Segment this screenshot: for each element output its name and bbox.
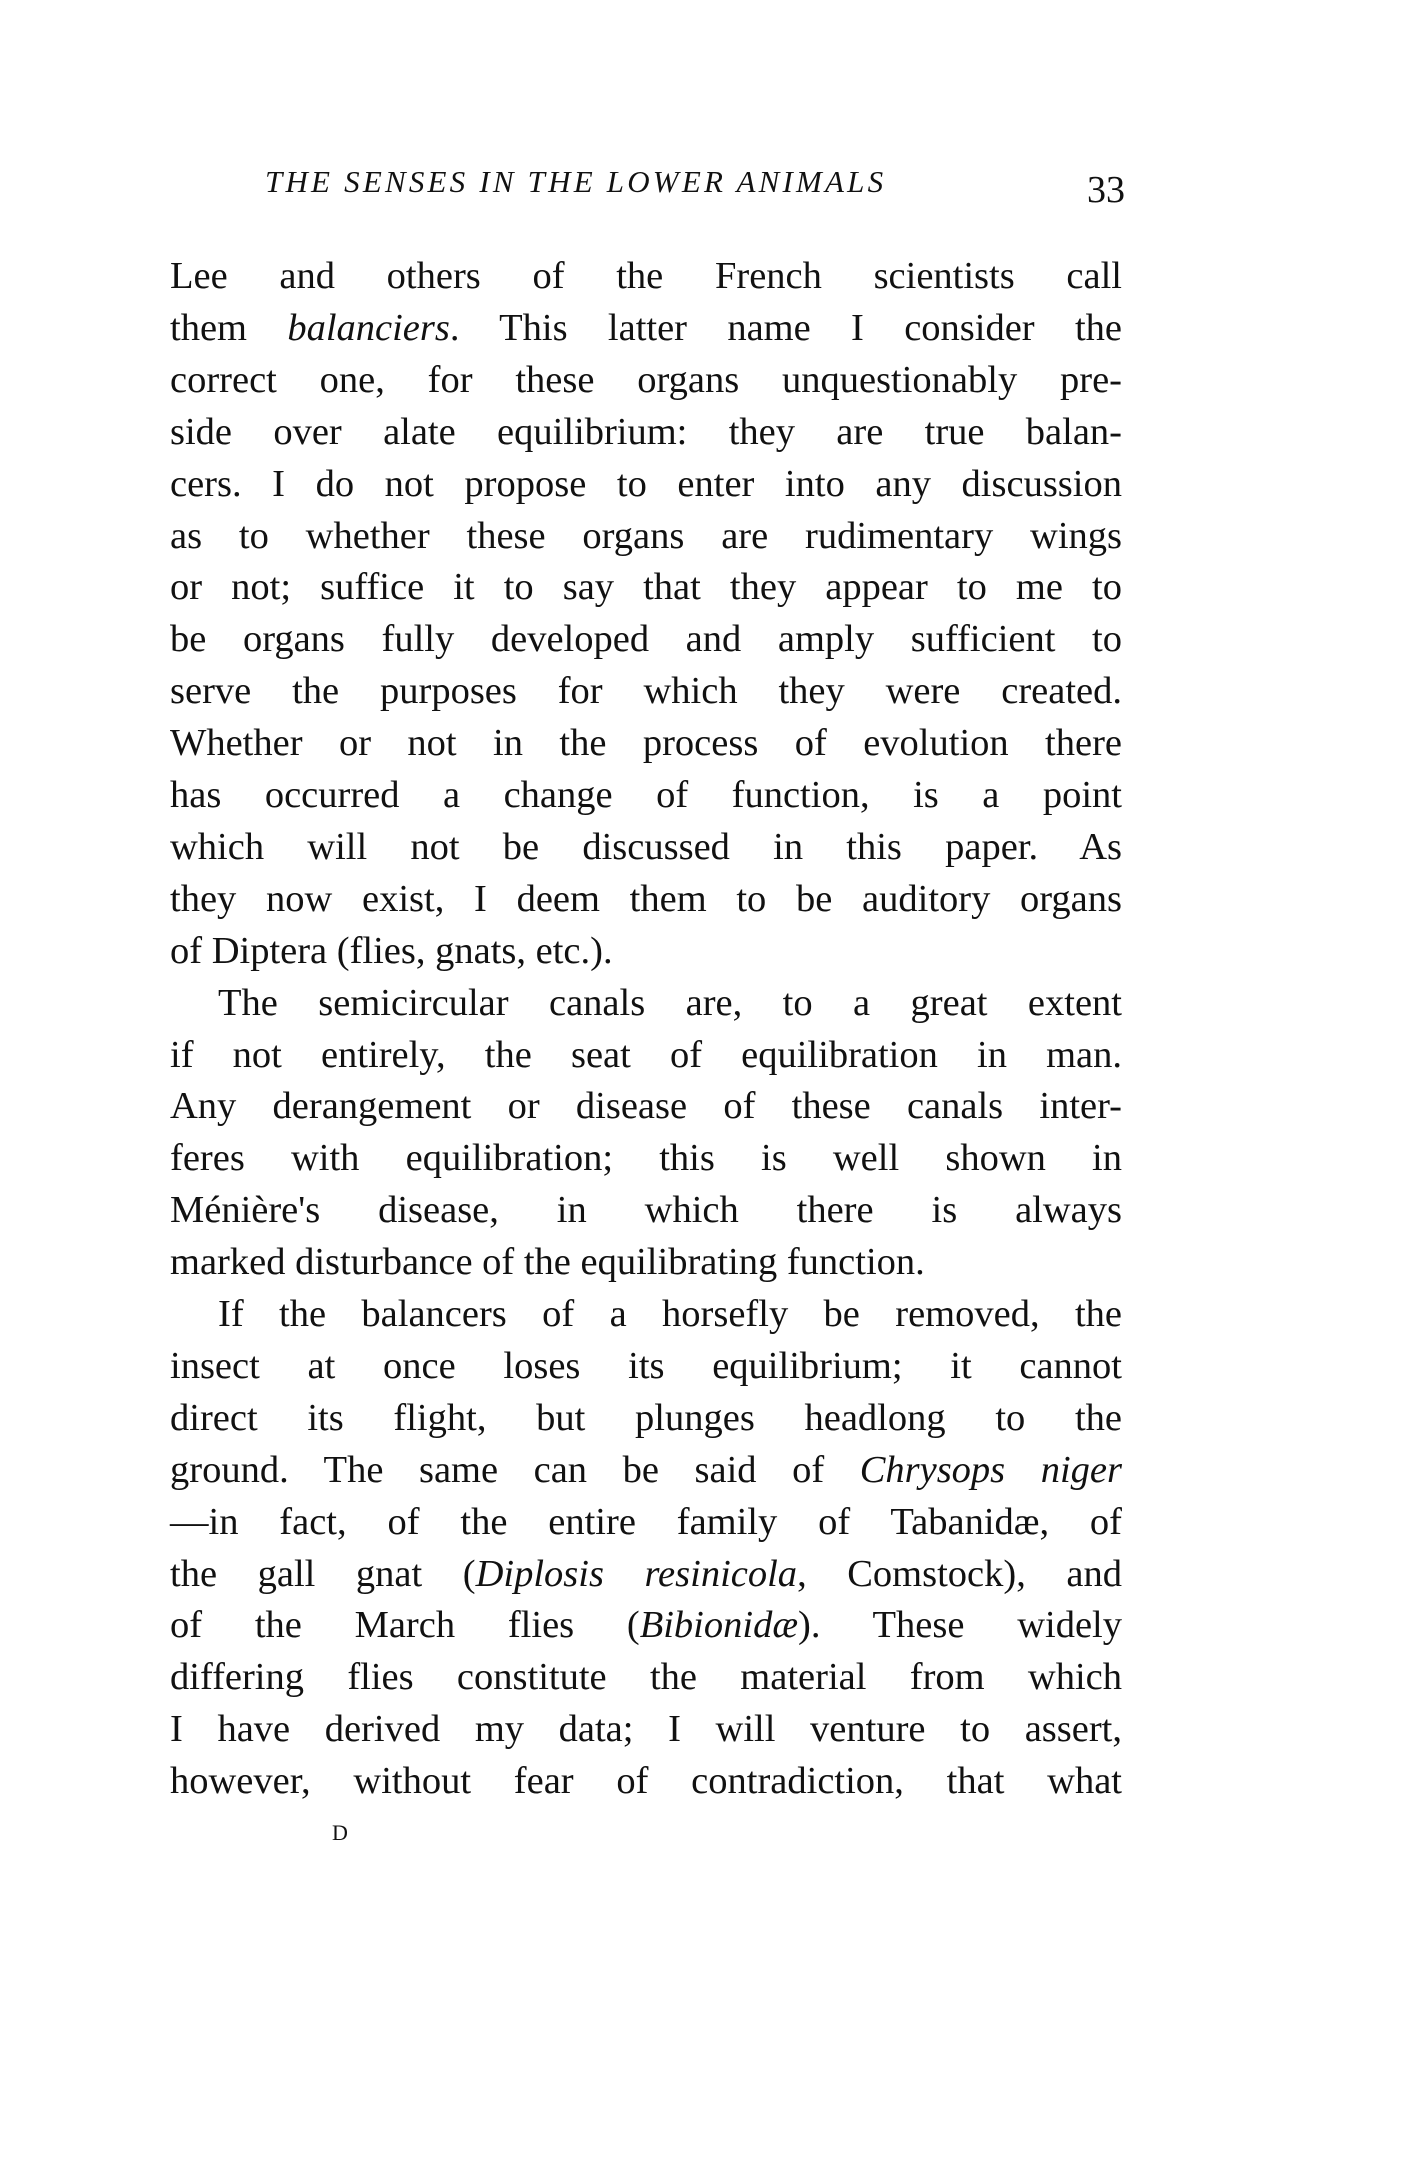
text-segment: side over alate equilibrium: they are true balan- [170, 410, 1122, 453]
text-line [170, 1651, 1122, 1703]
text-line [170, 302, 1122, 354]
text-line [218, 977, 1122, 1029]
text-segment: —in fact, of the entire family of Tabanidæ, of [170, 1500, 1122, 1543]
text-segment: marked disturbance of the equilibrating function. [170, 1241, 925, 1284]
text-line [170, 717, 1122, 769]
text-segment: them [170, 306, 288, 349]
text-segment: has occurred a change of function, is a point [170, 774, 1122, 816]
text-segment: ). These widely [798, 1604, 1122, 1647]
text-line [170, 1703, 1122, 1755]
text-segment: or not; suffice it to say that they appear to me to [170, 566, 1122, 609]
text-segment: cers. I do not propose to enter into any discussion [170, 462, 1122, 505]
text-segment: of the March flies ( [170, 1604, 640, 1647]
text-line [170, 1029, 1122, 1081]
text-segment: be organs fully developed and amply sufficient to [170, 618, 1122, 661]
text-line [170, 1496, 1122, 1548]
text-line [218, 1288, 1122, 1340]
text-segment: If the balancers of a horsefly be removed, the [218, 1293, 1122, 1335]
text-line [170, 821, 1122, 873]
italic-text: Bibionidæ [639, 1604, 799, 1647]
page-number: 33 [1087, 169, 1125, 211]
text-line [170, 1340, 1122, 1392]
italic-text: balanciers [287, 306, 450, 349]
text-segment: serve the purposes for which they were created. [170, 670, 1122, 713]
text-segment: Whether or not in the process of evolution there [170, 722, 1122, 765]
text-line [170, 354, 1122, 406]
text-segment: direct its flight, but plunges headlong to the [170, 1396, 1122, 1439]
italic-text: Diplosis resinicola [475, 1552, 798, 1595]
text-segment: . This latter name I consider the [449, 306, 1123, 349]
text-line [170, 406, 1122, 458]
text-segment: I have derived my data; I will venture to assert, [170, 1708, 1122, 1751]
text-segment: insect at once loses its equilibrium; it cannot [170, 1344, 1122, 1387]
text-line [170, 510, 1122, 562]
text-segment: they now exist, I deem them to be auditory organs [170, 877, 1122, 920]
text-segment: the gall gnat ( [170, 1552, 476, 1595]
text-line [170, 1132, 1122, 1184]
text-segment: The semicircular canals are, to a great extent [218, 981, 1122, 1024]
text-line [170, 1548, 1122, 1600]
text-segment: if not entirely, the seat of equilibration in man. [170, 1033, 1122, 1076]
text-segment: which will not be discussed in this paper. As [170, 825, 1122, 868]
text-line [170, 1236, 1122, 1288]
text-line [170, 1080, 1122, 1132]
text-segment: Any derangement or disease of these canals inter- [170, 1085, 1122, 1128]
text-line [170, 458, 1122, 510]
text-line [170, 1755, 1122, 1807]
text-segment: correct one, for these organs unquestionably pre- [170, 358, 1122, 401]
text-line [170, 925, 1122, 977]
text-line [170, 1599, 1122, 1651]
text-line [170, 769, 1122, 821]
text-line [170, 1444, 1122, 1496]
text-line [170, 613, 1122, 665]
running-title: THE SENSES IN THE LOWER ANIMALS [265, 164, 887, 199]
text-line [170, 1392, 1122, 1444]
text-line [170, 250, 1122, 302]
text-segment: feres with equilibration; this is well shown in [170, 1137, 1122, 1180]
text-segment: ground. The same can be said of [170, 1448, 860, 1491]
text-segment: Lee and others of the French scientists call [170, 255, 1122, 297]
text-segment: as to whether these organs are rudimentary wings [170, 514, 1122, 557]
text-segment: , Comstock), and [797, 1552, 1122, 1595]
running-head [265, 160, 1125, 210]
signature-mark: D [332, 1820, 348, 1845]
italic-text: Chrysops niger [859, 1448, 1122, 1491]
text-line [170, 1184, 1122, 1236]
text-segment: however, without fear of contradiction, that what [170, 1760, 1122, 1803]
text-segment: differing flies constitute the material from which [170, 1656, 1122, 1699]
text-line [170, 873, 1122, 925]
text-line [170, 561, 1122, 613]
text-segment: Ménière's disease, in which there is always [170, 1189, 1122, 1232]
text-line [170, 665, 1122, 717]
text-segment: of Diptera (flies, gnats, etc.). [170, 929, 613, 972]
